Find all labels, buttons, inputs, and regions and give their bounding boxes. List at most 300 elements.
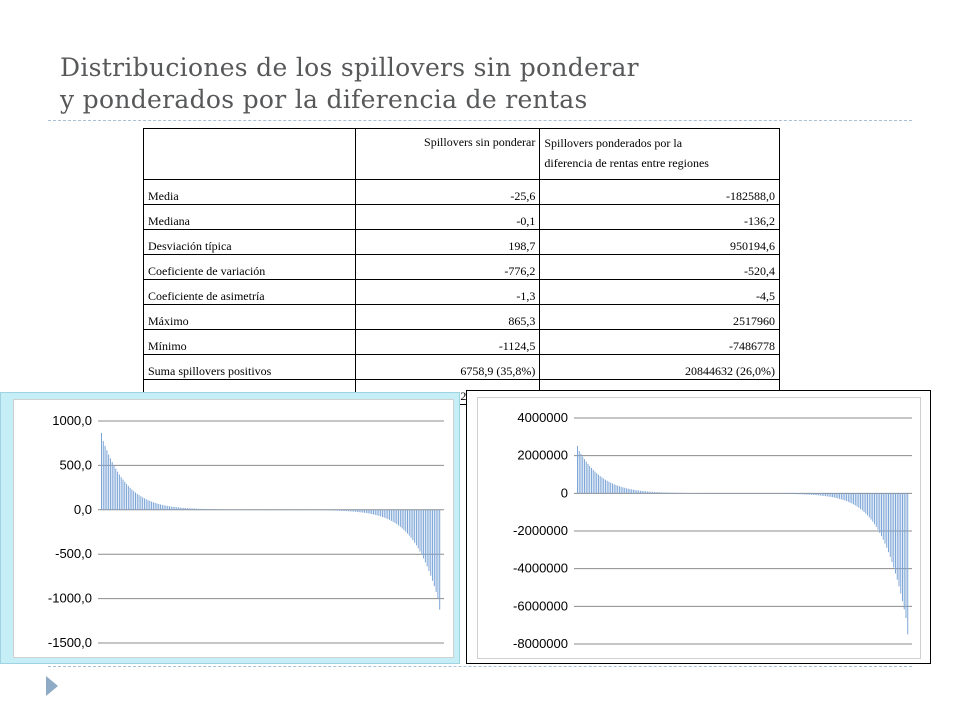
bar (436, 510, 437, 592)
bar (820, 493, 821, 495)
bar (437, 510, 438, 598)
stats-row (144, 305, 780, 330)
bar (577, 446, 578, 493)
bar (416, 510, 417, 546)
bar (121, 477, 122, 510)
bar (864, 493, 865, 512)
bar (432, 510, 433, 581)
bar (402, 510, 403, 528)
bar (434, 510, 435, 586)
bar (352, 510, 353, 512)
bar (326, 510, 327, 511)
bar (608, 482, 609, 494)
bar (335, 510, 336, 511)
stats-row-value-weighted: -520,4 (540, 255, 780, 280)
bar (418, 510, 419, 549)
stats-row (144, 230, 780, 255)
bar (874, 493, 875, 524)
bar (353, 510, 354, 512)
bar (171, 507, 172, 510)
bullet-arrow-icon (46, 676, 58, 696)
bar (377, 510, 378, 516)
bar (142, 497, 143, 509)
slide-title (60, 52, 920, 116)
bar (183, 508, 184, 510)
bar (788, 493, 789, 494)
bar (398, 510, 399, 526)
bar (825, 493, 826, 496)
bar (635, 490, 636, 493)
bar (355, 510, 356, 512)
y-tick-label: 0,0 (73, 501, 92, 517)
bar (872, 493, 873, 521)
stats-row-label: Mínimo (144, 330, 356, 355)
bar (148, 500, 149, 510)
bar (617, 486, 618, 494)
chart-weighted-frame (466, 390, 931, 664)
stats-row-value-weighted: 950194,6 (540, 230, 780, 255)
bar (893, 493, 894, 567)
bar (192, 509, 193, 510)
bar (795, 493, 796, 494)
bar (346, 510, 347, 511)
bar (671, 493, 672, 494)
bar (357, 510, 358, 512)
bar (325, 510, 326, 511)
bar (124, 482, 125, 510)
bar (829, 493, 830, 496)
bar (883, 493, 884, 539)
bar (117, 472, 118, 510)
bar (405, 510, 406, 532)
bar (369, 510, 370, 514)
stats-row-value-weighted: -182588,0 (540, 180, 780, 205)
bar (212, 509, 213, 510)
bar (844, 493, 845, 500)
bar (816, 493, 817, 495)
bar (862, 493, 863, 510)
chart-unweighted (14, 400, 455, 659)
stats-row-value-unweighted: -25,6 (355, 180, 540, 205)
bar (580, 454, 581, 493)
bar (673, 493, 674, 494)
bar (330, 510, 331, 511)
bar (411, 510, 412, 538)
bar (811, 493, 812, 495)
bar (409, 510, 410, 536)
bar (366, 510, 367, 513)
stats-row-value-weighted: -136,2 (540, 205, 780, 230)
bar (614, 484, 615, 493)
bar (368, 510, 369, 514)
bar (584, 459, 585, 493)
bar (196, 509, 197, 510)
bar (187, 508, 188, 510)
bar (371, 510, 372, 514)
bar (601, 477, 602, 493)
bar (164, 505, 165, 510)
bar (384, 510, 385, 518)
bar (174, 507, 175, 510)
bar (813, 493, 814, 495)
bar (579, 451, 580, 493)
chart-weighted (478, 398, 922, 660)
bar (629, 489, 630, 493)
bar (169, 506, 170, 510)
bar (797, 493, 798, 494)
bar (396, 510, 397, 524)
bar (112, 462, 113, 510)
bar (425, 510, 426, 563)
bar (851, 493, 852, 503)
bar (194, 509, 195, 510)
bar (815, 493, 816, 495)
y-tick-label: -8000000 (513, 636, 568, 651)
bar (201, 509, 202, 510)
bottom-divider (48, 666, 912, 667)
bar (339, 510, 340, 511)
bar (591, 468, 592, 493)
y-tick-label: 1000,0 (52, 413, 92, 428)
bar (794, 493, 795, 494)
bar (802, 493, 803, 494)
bar (809, 493, 810, 494)
bar (878, 493, 879, 529)
bar (341, 510, 342, 511)
stats-table (143, 128, 780, 405)
bar (178, 507, 179, 509)
bar (837, 493, 838, 498)
stats-row-label: Desviación típica (144, 230, 356, 255)
bar (362, 510, 363, 513)
bar (139, 495, 140, 510)
bar (830, 493, 831, 497)
bar (607, 481, 608, 494)
bar (857, 493, 858, 506)
bar (855, 493, 856, 505)
bar (586, 462, 587, 494)
bar (850, 493, 851, 502)
bar (207, 509, 208, 510)
bar (430, 510, 431, 576)
bar (391, 510, 392, 521)
bar (643, 491, 644, 493)
bar (621, 487, 622, 494)
stats-row-value-weighted: 2517960 (540, 305, 780, 330)
bar (879, 493, 880, 533)
bar (108, 454, 109, 509)
bar (881, 493, 882, 536)
bar (162, 505, 163, 510)
stats-row-label: Coeficiente de variación (144, 255, 356, 280)
stats-row (144, 280, 780, 305)
bar (128, 486, 129, 510)
y-tick-label: 2000000 (517, 447, 568, 463)
bar (853, 493, 854, 504)
bar (645, 491, 646, 493)
bar (624, 488, 625, 494)
bar (787, 493, 788, 494)
bar (612, 483, 613, 493)
stats-header-col1: Spillovers sin ponderar (355, 129, 540, 180)
bar (155, 503, 156, 510)
bar (135, 492, 136, 509)
bar (393, 510, 394, 522)
bar (140, 496, 141, 510)
bar (350, 510, 351, 512)
bar (895, 493, 896, 573)
bar (156, 503, 157, 509)
bar (105, 446, 106, 510)
bar (899, 493, 900, 586)
bar (137, 494, 138, 510)
bar (656, 492, 657, 493)
bar (652, 492, 653, 493)
stats-row-value-weighted: -4,5 (540, 280, 780, 305)
bar (799, 493, 800, 494)
bar (615, 485, 616, 493)
bar (400, 510, 401, 527)
bar (378, 510, 379, 516)
bar (907, 493, 908, 634)
bar (208, 509, 209, 510)
stats-header-empty (144, 129, 356, 180)
bar (122, 480, 123, 510)
bar (904, 493, 905, 609)
bar (804, 493, 805, 494)
stats-header-col2 (540, 129, 780, 180)
bar (663, 492, 664, 493)
y-tick-label: -2000000 (513, 523, 568, 538)
bar (860, 493, 861, 509)
bar (160, 504, 161, 509)
bar (657, 492, 658, 493)
bar (359, 510, 360, 512)
stats-row (144, 255, 780, 280)
bar (144, 498, 145, 509)
bar (823, 493, 824, 496)
stats-row-value-unweighted: -0,1 (355, 205, 540, 230)
bar (343, 510, 344, 511)
bar (593, 470, 594, 494)
stats-row (144, 355, 780, 380)
bar (439, 510, 440, 610)
bar (636, 490, 637, 493)
bar (403, 510, 404, 530)
bar (836, 493, 837, 498)
bar (668, 493, 669, 494)
bar (594, 472, 595, 494)
bar (605, 480, 606, 494)
bar (420, 510, 421, 552)
bar (839, 493, 840, 498)
bar (638, 491, 639, 494)
bar (153, 502, 154, 510)
y-tick-label: 500,0 (59, 457, 92, 473)
bar (133, 491, 134, 510)
stats-row-label: Máximo (144, 305, 356, 330)
bar (848, 493, 849, 501)
top-divider (48, 120, 912, 121)
bar (203, 509, 204, 510)
bar (790, 493, 791, 494)
stats-row (144, 330, 780, 355)
bar (373, 510, 374, 515)
stats-row-value-weighted: -7486778 (540, 330, 780, 355)
bar (792, 493, 793, 494)
bar (647, 491, 648, 493)
y-tick-label: -1500,0 (47, 635, 92, 650)
bar (843, 493, 844, 500)
bar (885, 493, 886, 543)
bar (360, 510, 361, 513)
bar (890, 493, 891, 557)
bar (389, 510, 390, 520)
bar (841, 493, 842, 499)
bar (167, 506, 168, 510)
bar (596, 473, 597, 493)
bar (407, 510, 408, 534)
bar (387, 510, 388, 519)
stats-header-row (144, 129, 780, 180)
bar (659, 492, 660, 493)
bar (649, 492, 650, 494)
stats-header-col2-line1: Spillovers ponderados por la (544, 136, 683, 150)
bar (328, 510, 329, 511)
bar (661, 492, 662, 493)
bar (888, 493, 889, 552)
bar (412, 510, 413, 540)
bar (640, 491, 641, 494)
bar (364, 510, 365, 513)
bar (628, 489, 629, 494)
bar (633, 490, 634, 494)
stats-row-value-unweighted: -1,3 (355, 280, 540, 305)
bar (906, 493, 907, 618)
bar (675, 493, 676, 494)
bar (386, 510, 387, 519)
bar (103, 441, 104, 510)
bar (589, 466, 590, 493)
bar (173, 507, 174, 510)
bar (382, 510, 383, 517)
bar (380, 510, 381, 517)
bar (666, 493, 667, 494)
bar (190, 508, 191, 509)
bar (414, 510, 415, 543)
bar (886, 493, 887, 547)
bar (423, 510, 424, 559)
bar (664, 492, 665, 493)
bar (867, 493, 868, 515)
stats-header-col2-line2: diferencia de rentas entre regiones (544, 156, 709, 170)
bar (198, 509, 199, 510)
bar (610, 483, 611, 494)
chart-unweighted-frame (0, 392, 460, 664)
bar (158, 504, 159, 510)
bar (801, 493, 802, 494)
bar (846, 493, 847, 501)
bar (344, 510, 345, 511)
bar (131, 489, 132, 509)
bar (892, 493, 893, 562)
bar (832, 493, 833, 497)
bar (818, 493, 819, 495)
stats-row-value-unweighted: -1124,5 (355, 330, 540, 355)
bar (622, 487, 623, 493)
slide-title-line1: Distribuciones de los spillovers sin ponderar (60, 53, 639, 82)
bar (130, 488, 131, 510)
bar (600, 476, 601, 493)
bar (603, 479, 604, 494)
stats-row-label: Mediana (144, 205, 356, 230)
bar (897, 493, 898, 579)
bar (626, 488, 627, 493)
bar (176, 507, 177, 510)
bar (421, 510, 422, 555)
bar (337, 510, 338, 511)
bar (210, 509, 211, 510)
bar (205, 509, 206, 510)
bar (216, 509, 217, 510)
y-tick-label: 0 (560, 485, 568, 501)
bar (858, 493, 859, 507)
bar (806, 493, 807, 494)
bar (149, 501, 150, 510)
bar (348, 510, 349, 511)
y-tick-label: -1000,0 (47, 590, 92, 606)
bar (375, 510, 376, 515)
bar (902, 493, 903, 601)
stats-row-value-weighted: 20844632 (26,0%) (540, 355, 780, 380)
bar (598, 475, 599, 494)
bar (214, 509, 215, 510)
bar (871, 493, 872, 519)
bar (151, 502, 152, 510)
stats-row-label: Suma spillovers positivos (144, 355, 356, 380)
bar (394, 510, 395, 523)
bar (827, 493, 828, 496)
bar (185, 508, 186, 510)
bar (115, 469, 116, 510)
bar (114, 465, 115, 509)
bar (876, 493, 877, 527)
bar (677, 493, 678, 494)
bar (126, 484, 127, 510)
stats-row-label: Coeficiente de asimetría (144, 280, 356, 305)
bar (865, 493, 866, 513)
stats-row-value-unweighted: 198,7 (355, 230, 540, 255)
chart-weighted-plot-area (477, 397, 921, 659)
bar (808, 493, 809, 494)
bar (180, 508, 181, 510)
stats-row (144, 180, 780, 205)
bar (834, 493, 835, 497)
bar (119, 475, 120, 510)
stats-row-value-unweighted: 865,3 (355, 305, 540, 330)
bar (146, 499, 147, 510)
stats-row (144, 205, 780, 230)
bar (332, 510, 333, 511)
bar (587, 464, 588, 493)
bar (582, 457, 583, 494)
bar (334, 510, 335, 511)
bar (642, 491, 643, 493)
bar (428, 510, 429, 571)
bar (106, 450, 107, 509)
stats-row-value-unweighted: -776,2 (355, 255, 540, 280)
slide-title-line2: y ponderados por la diferencia de rentas (60, 85, 588, 114)
